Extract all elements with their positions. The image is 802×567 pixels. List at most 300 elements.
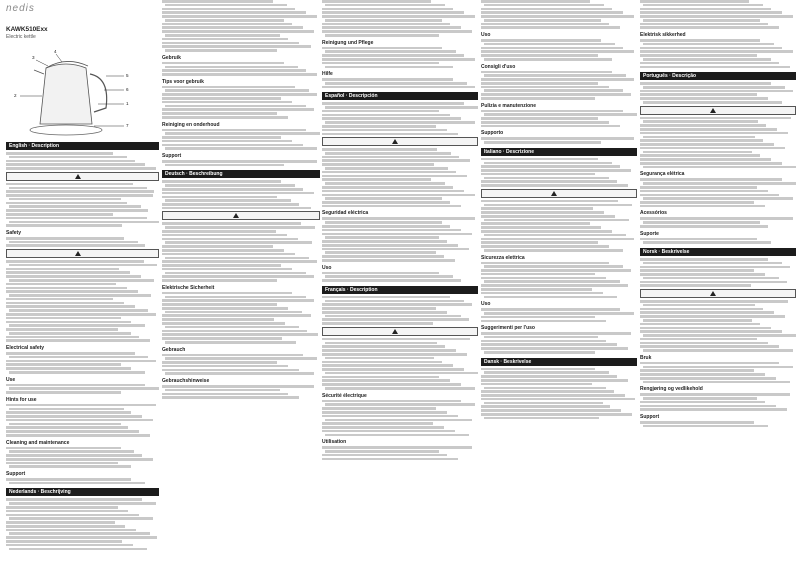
text-line <box>322 217 475 220</box>
text-line <box>6 244 145 247</box>
text-line <box>643 262 782 265</box>
text-line <box>322 171 456 174</box>
text-block <box>6 404 159 437</box>
text-line <box>481 47 623 50</box>
text-line <box>162 268 292 271</box>
text-block <box>322 102 478 207</box>
section-heading: Bruk <box>640 354 652 361</box>
text-line <box>6 506 118 509</box>
section-heading: Use <box>6 376 16 383</box>
text-line <box>322 178 431 181</box>
warning-triangle-icon <box>710 108 716 113</box>
text-line <box>165 199 291 202</box>
text-line <box>640 273 765 276</box>
text-line <box>322 279 461 282</box>
text-line <box>640 345 779 348</box>
section-heading: Seguridad eléctrica <box>322 210 369 217</box>
column-3-body <box>322 0 478 460</box>
text-line <box>9 324 145 327</box>
text-line <box>6 298 113 301</box>
text-line <box>325 450 439 453</box>
text-line <box>481 207 593 210</box>
text-line <box>162 322 285 325</box>
text-line <box>640 315 785 318</box>
text-line <box>162 97 281 100</box>
text-line <box>484 371 609 374</box>
section-heading: Gebruik <box>162 54 181 61</box>
caution-box <box>6 249 159 258</box>
text-line <box>162 11 306 14</box>
text-line <box>640 405 776 408</box>
text-line <box>6 213 113 216</box>
text-line <box>484 351 595 354</box>
text-line <box>162 333 318 336</box>
text-block <box>6 237 159 342</box>
text-line <box>484 204 632 207</box>
text-line <box>640 401 765 404</box>
text-line <box>484 162 612 165</box>
column-3 <box>322 0 478 567</box>
text-block <box>481 71 637 100</box>
text-line <box>325 434 469 437</box>
text-line <box>6 430 139 433</box>
text-line <box>481 405 610 408</box>
text-line <box>162 62 284 65</box>
text-line <box>322 272 439 275</box>
text-block <box>162 292 320 344</box>
text-line <box>322 244 458 247</box>
text-line <box>481 273 595 276</box>
text-line <box>640 258 768 261</box>
text-line <box>9 198 121 201</box>
text-block <box>640 238 796 244</box>
text-line <box>6 260 144 263</box>
text-line <box>322 383 461 386</box>
text-line <box>162 292 292 295</box>
text-line <box>162 245 273 248</box>
callout-label: 1 <box>126 101 129 106</box>
text-line <box>640 147 785 150</box>
document-subtitle: Electric kettle <box>6 34 36 40</box>
text-line <box>322 415 458 418</box>
text-line <box>162 45 311 48</box>
text-line <box>162 136 281 139</box>
text-line <box>640 338 757 341</box>
section-heading: Uso <box>481 32 491 39</box>
column-4-body <box>481 0 637 419</box>
text-line <box>162 234 287 237</box>
text-line <box>6 367 131 370</box>
text-line <box>643 101 782 104</box>
text-line <box>484 113 637 116</box>
text-line <box>162 222 301 225</box>
text-line <box>325 357 434 360</box>
text-line <box>322 368 464 371</box>
callout-label: 5 <box>126 73 129 78</box>
section-heading: Gebrauch <box>162 346 186 353</box>
text-line <box>162 30 314 33</box>
text-line <box>640 225 768 228</box>
text-line <box>481 390 614 393</box>
text-line <box>162 73 317 76</box>
text-line <box>481 137 634 140</box>
text-line <box>640 139 763 142</box>
text-line <box>6 268 119 271</box>
text-line <box>6 321 131 324</box>
text-line <box>162 264 281 267</box>
text-line <box>322 255 444 258</box>
text-line <box>484 417 599 420</box>
text-line <box>640 311 774 314</box>
text-line <box>6 391 121 394</box>
text-line <box>162 203 299 206</box>
caution-box <box>6 172 159 181</box>
text-line <box>162 238 298 241</box>
column-1 <box>6 0 159 567</box>
text-line <box>6 190 154 193</box>
text-line <box>640 154 760 157</box>
text-line <box>643 86 785 89</box>
text-line <box>640 62 779 65</box>
text-line <box>481 117 598 120</box>
text-block <box>162 129 320 151</box>
text-line <box>643 334 796 337</box>
language-section-banner: Norsk · Beskrivelse <box>640 248 796 256</box>
text-line <box>165 357 317 360</box>
text-block <box>481 332 637 354</box>
text-line <box>481 230 612 233</box>
text-line <box>322 114 450 117</box>
text-line <box>9 279 154 282</box>
text-line <box>481 398 635 401</box>
text-line <box>640 205 765 208</box>
text-line <box>481 343 617 346</box>
text-line <box>484 387 606 390</box>
text-line <box>9 387 159 390</box>
text-line <box>6 498 142 501</box>
text-line <box>481 215 615 218</box>
text-block <box>481 308 637 322</box>
text-line <box>165 296 306 299</box>
language-section-banner: Italiano · Descrizione <box>481 148 637 156</box>
text-line <box>643 43 774 46</box>
language-section-banner: Dansk · Beskrivelse <box>481 358 637 366</box>
text-line <box>484 141 601 144</box>
text-line <box>322 62 439 65</box>
text-line <box>481 226 601 229</box>
text-line <box>9 187 147 190</box>
text-line <box>640 308 763 311</box>
text-line <box>9 356 148 359</box>
text-line <box>6 426 128 429</box>
text-line <box>9 548 147 551</box>
text-line <box>6 462 118 465</box>
text-line <box>640 93 757 96</box>
text-line <box>322 78 453 81</box>
text-line <box>325 315 461 318</box>
text-line <box>322 117 461 120</box>
text-line <box>640 143 774 146</box>
text-line <box>322 8 453 11</box>
column-5-body <box>640 0 796 427</box>
text-line <box>6 478 131 481</box>
text-line <box>640 238 757 241</box>
text-line <box>165 66 298 69</box>
text-line <box>322 458 458 461</box>
text-line <box>165 89 309 92</box>
text-block <box>6 498 159 550</box>
text-line <box>481 269 631 272</box>
section-heading: Uso <box>481 301 491 308</box>
text-line <box>6 217 147 220</box>
document-title: KAWK510Exx <box>6 26 48 33</box>
text-line <box>6 287 127 290</box>
text-line <box>481 165 620 168</box>
text-line <box>162 260 317 263</box>
text-line <box>162 188 303 191</box>
text-line <box>322 11 464 14</box>
text-line <box>6 540 122 543</box>
text-line <box>165 164 284 167</box>
text-line <box>162 38 288 41</box>
text-line <box>640 369 754 372</box>
text-line <box>9 482 145 485</box>
text-line <box>9 332 131 335</box>
text-line <box>481 241 598 244</box>
text-line <box>481 413 632 416</box>
text-line <box>325 342 437 345</box>
text-line <box>643 151 752 154</box>
text-line <box>322 248 469 251</box>
text-line <box>6 339 150 342</box>
text-line <box>640 377 776 380</box>
section-heading: Hilfe <box>322 71 333 78</box>
text-line <box>162 314 311 317</box>
text-line <box>9 371 145 374</box>
text-line <box>322 311 447 314</box>
text-line <box>162 253 295 256</box>
text-line <box>6 447 121 450</box>
text-line <box>6 202 127 205</box>
text-block <box>481 39 637 61</box>
warning-triangle-icon <box>233 213 239 218</box>
text-line <box>322 15 475 18</box>
text-line <box>481 39 601 42</box>
text-line <box>484 19 601 22</box>
text-line <box>322 148 437 151</box>
text-line <box>162 196 277 199</box>
warning-triangle-icon <box>75 251 81 256</box>
text-line <box>322 446 472 449</box>
text-block <box>640 82 796 168</box>
text-line <box>325 419 472 422</box>
text-line <box>640 421 754 424</box>
text-block <box>162 0 320 52</box>
text-line <box>481 184 628 187</box>
text-line <box>484 336 598 339</box>
text-line <box>162 69 306 72</box>
text-line <box>6 313 156 316</box>
text-line <box>484 74 626 77</box>
text-line <box>322 205 461 208</box>
section-heading: Sécurité électrique <box>322 392 367 399</box>
text-line <box>640 23 768 26</box>
text-line <box>640 97 768 100</box>
language-section-banner: Español · Descripción <box>322 92 478 100</box>
text-line <box>6 194 153 197</box>
text-line <box>162 369 299 372</box>
text-line <box>481 238 634 241</box>
section-heading: Suporte <box>640 230 659 237</box>
text-block <box>322 217 478 261</box>
text-line <box>643 4 763 7</box>
text-line <box>6 163 145 166</box>
text-block <box>322 0 478 37</box>
text-block <box>481 262 637 299</box>
text-line <box>481 308 620 311</box>
text-line <box>484 219 629 222</box>
section-heading: Rengjøring og vedlikehold <box>640 386 703 393</box>
text-line <box>162 192 314 195</box>
text-line <box>162 365 288 368</box>
column-2 <box>162 0 320 567</box>
text-line <box>325 121 475 124</box>
text-line <box>6 514 139 517</box>
text-line <box>9 408 124 411</box>
text-line <box>325 152 451 155</box>
column-1-body <box>6 142 159 550</box>
text-line <box>162 396 299 399</box>
text-line <box>6 275 141 278</box>
text-line <box>481 409 621 412</box>
text-line <box>162 385 314 388</box>
text-block <box>640 421 796 427</box>
text-line <box>6 317 121 320</box>
text-line <box>640 90 793 93</box>
text-line <box>481 245 609 248</box>
text-line <box>640 128 777 131</box>
text-line <box>640 373 765 376</box>
text-line <box>162 160 317 163</box>
text-line <box>643 304 755 307</box>
text-line <box>322 163 434 166</box>
text-line <box>165 341 296 344</box>
text-line <box>640 408 787 411</box>
section-heading: Gebrauchshinweise <box>162 378 210 385</box>
text-line <box>6 510 128 513</box>
text-line <box>481 347 628 350</box>
text-line <box>162 180 281 183</box>
text-block <box>640 39 796 68</box>
text-line <box>9 241 138 244</box>
text-line <box>640 201 754 204</box>
text-line <box>162 330 307 333</box>
text-line <box>481 78 634 81</box>
text-block <box>640 258 796 352</box>
text-block <box>162 180 320 281</box>
section-heading: Electrical safety <box>6 345 45 352</box>
text-line <box>481 340 606 343</box>
text-block <box>481 158 637 252</box>
text-line <box>643 120 758 123</box>
text-block <box>640 393 796 411</box>
text-line <box>640 393 790 396</box>
warning-triangle-icon <box>392 329 398 334</box>
text-line <box>325 82 467 85</box>
text-line <box>481 262 609 265</box>
text-line <box>6 404 156 407</box>
text-line <box>9 423 121 426</box>
text-line <box>6 384 145 387</box>
callout-label: 7 <box>126 123 129 128</box>
text-line <box>322 54 464 57</box>
text-block <box>640 0 796 29</box>
text-line <box>322 240 447 243</box>
text-line <box>6 160 135 163</box>
text-line <box>165 372 314 375</box>
text-line <box>162 112 277 115</box>
text-line <box>165 4 287 7</box>
section-heading: Suggerimenti per l'uso <box>481 325 535 332</box>
text-block <box>6 478 159 484</box>
text-line <box>484 89 623 92</box>
text-line <box>481 110 623 113</box>
text-block <box>640 178 796 207</box>
caution-box <box>640 106 796 115</box>
text-line <box>162 279 277 282</box>
caution-box <box>322 327 478 336</box>
text-line <box>484 312 634 315</box>
text-line <box>322 454 447 457</box>
text-line <box>640 300 788 303</box>
text-block <box>640 217 796 227</box>
text-block <box>162 62 320 76</box>
text-line <box>643 166 796 169</box>
text-line <box>322 102 464 105</box>
text-line <box>162 129 306 132</box>
section-heading: Support <box>640 414 660 420</box>
text-line <box>322 23 450 26</box>
text-line <box>322 411 447 414</box>
text-line <box>9 502 156 505</box>
text-line <box>6 454 142 457</box>
text-block <box>322 47 478 69</box>
text-block <box>322 296 478 390</box>
text-line <box>643 381 790 384</box>
text-line <box>484 265 623 268</box>
text-line <box>325 197 442 200</box>
text-line <box>322 376 439 379</box>
text-line <box>481 8 612 11</box>
text-line <box>481 320 606 323</box>
text-line <box>640 194 779 197</box>
text-line <box>322 30 472 33</box>
text-line <box>481 284 628 287</box>
text-line <box>162 23 292 26</box>
text-line <box>162 307 288 310</box>
text-line <box>481 121 609 124</box>
text-line <box>325 182 445 185</box>
warning-triangle-icon <box>392 139 398 144</box>
section-heading: Cleaning and maintenance <box>6 439 70 446</box>
text-line <box>165 19 284 22</box>
text-line <box>322 159 470 162</box>
text-line <box>9 205 141 208</box>
section-heading: Support <box>162 153 182 160</box>
text-line <box>484 234 626 237</box>
text-line <box>162 361 277 364</box>
text-line <box>162 207 311 210</box>
